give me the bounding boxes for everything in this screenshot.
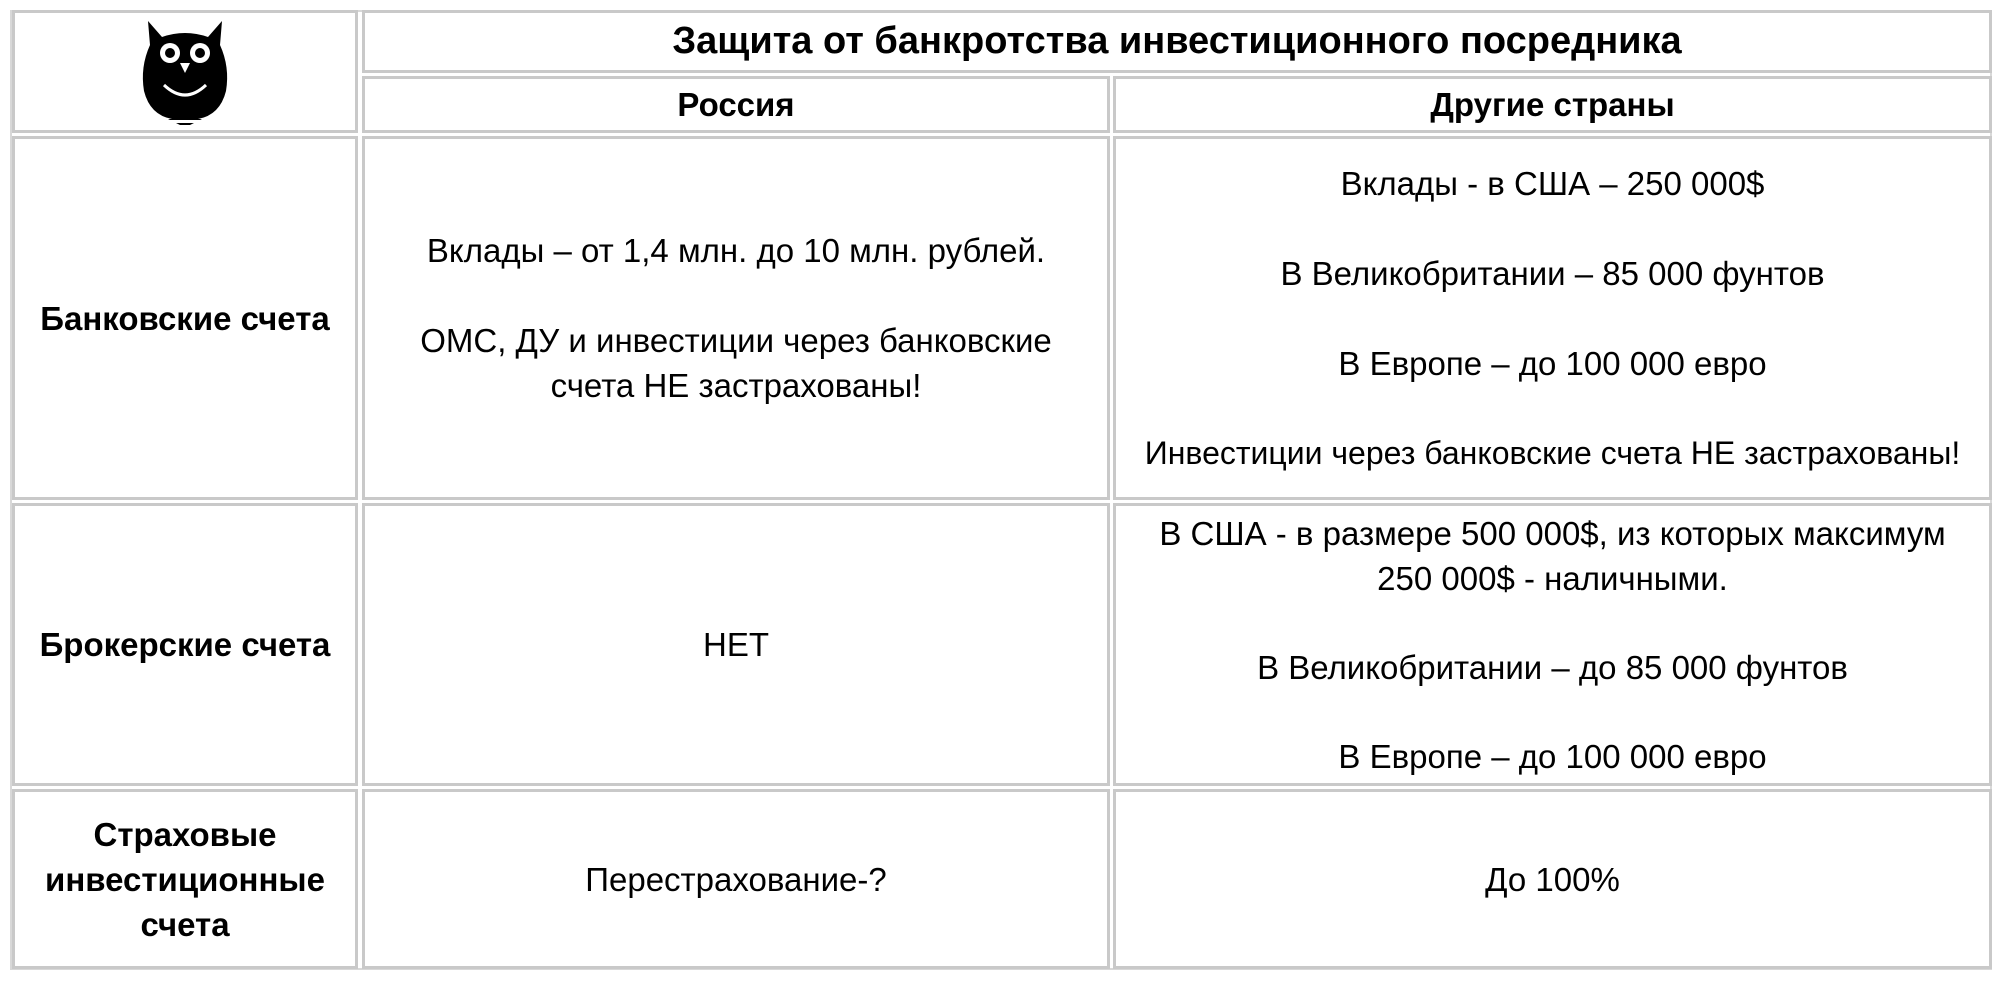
row-label-insurance-investment-accounts: Страховые инвестиционные счета (12, 789, 358, 969)
bank-other-uk: В Великобритании – 85 000 фунтов (1280, 254, 1825, 292)
cell-bank-other (1113, 136, 1992, 500)
cell-insurance-russia: Перестрахование-? (362, 789, 1110, 969)
brokerage-other-usa: В США - в размере 500 000$, из которых максимум 250 000$ - наличными. (1159, 514, 1946, 597)
logo-cell (12, 10, 358, 133)
bank-other-europe: В Европе – до 100 000 евро (1338, 344, 1767, 382)
brokerage-other-europe: В Европе – до 100 000 евро (1338, 737, 1767, 775)
bank-russia-deposits: Вклады – от 1,4 млн. до 10 млн. рублей. (426, 232, 1046, 269)
cell-insurance-other: До 100% (1113, 789, 1992, 969)
cell-bank-russia (362, 136, 1110, 500)
row-label-bank-accounts: Банковские счета (12, 136, 358, 500)
owl-icon (140, 19, 230, 125)
column-header-russia: Россия (362, 76, 1110, 133)
bank-other-usa: Вклады - в США – 250 000$ (1340, 164, 1765, 202)
bank-russia-not-insured: ОМС, ДУ и инвестиции через банковские счета НЕ застрахованы! (420, 322, 1052, 404)
cell-brokerage-russia: НЕТ (362, 503, 1110, 786)
brokerage-other-uk: В Великобритании – до 85 000 фунтов (1257, 648, 1848, 686)
row-label-brokerage-accounts: Брокерские счета (12, 503, 358, 786)
column-header-other-countries: Другие страны (1113, 76, 1992, 133)
cell-brokerage-other (1113, 503, 1992, 786)
table-title: Защита от банкротства инвестиционного посредника (362, 10, 1992, 73)
bank-other-not-insured: Инвестиции через банковские счета НЕ застрахованы! (1144, 434, 1961, 471)
